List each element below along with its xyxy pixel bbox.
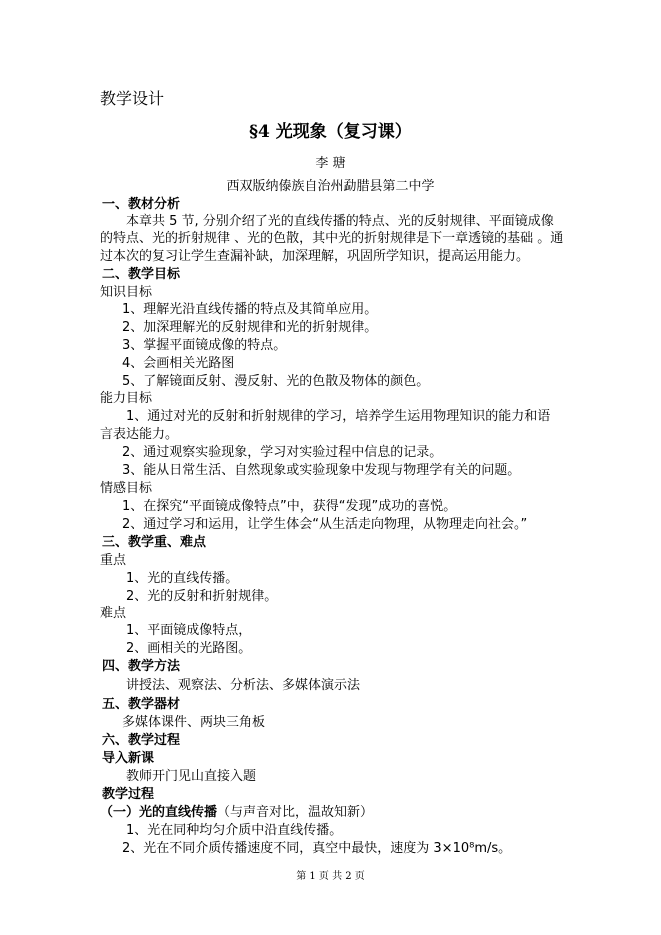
list-item: 4、会画相关光路图 — [122, 356, 235, 371]
list-item: 1、通过对光的反射和折射规律的学习，培养学生运用物理知识的能力和语 — [126, 409, 551, 424]
author-name: 李 瑭 — [315, 156, 346, 171]
list-item: 2、光的反射和折射规律。 — [126, 589, 278, 604]
process-heading: 教学过程 — [102, 787, 155, 802]
intro-heading: 导入新课 — [102, 751, 155, 766]
school-name: 西双版纳傣族自治州勐腊县第二中学 — [226, 179, 435, 194]
ability-objectives-label: 能力目标 — [100, 391, 153, 406]
list-item: 3、能从日常生活、自然现象或实验现象中发现与物理学有关的问题。 — [122, 463, 521, 478]
section-heading-methods: 四、教学方法 — [102, 659, 181, 674]
subsection-title: （一）光的直线传播 — [100, 805, 218, 820]
list-item-continuation: 言表达能力。 — [100, 427, 179, 442]
page-footer: 第 1 页 共 2 页 — [296, 871, 365, 882]
subsection-note: （与声音对比，温故知新） — [217, 805, 374, 820]
list-item: 2、画相关的光路图。 — [126, 641, 252, 656]
intro-text: 教师开门见山直接入题 — [126, 769, 257, 784]
subsection-heading — [100, 804, 373, 821]
section-heading-objectives: 二、教学目标 — [102, 267, 181, 282]
list-item: 5、了解镜面反射、漫反射、光的色散及物体的颜色。 — [122, 374, 430, 389]
list-item: 1、平面镜成像特点， — [126, 623, 252, 638]
knowledge-objectives-label: 知识目标 — [100, 285, 153, 300]
list-item: 2、光在不同介质传播速度不同，真空中最快，速度为 3×10⁸m/s。 — [122, 841, 512, 856]
section-heading-equipment: 五、教学器材 — [102, 697, 181, 712]
section-heading-materials: 一、教材分析 — [102, 197, 181, 212]
paragraph-line: 本章共 5 节, 分别介绍了光的直线传播的特点、光的反射规律、平面镜成像 — [126, 214, 554, 229]
list-item: 2、加深理解光的反射规律和光的折射规律。 — [122, 320, 378, 335]
difficult-points-label: 难点 — [100, 606, 127, 621]
paragraph-line: 过本次的复习让学生查漏补缺，加深理解，巩固所学知识，提高运用能力。 — [100, 249, 530, 264]
list-item: 1、光在同种均匀介质中沿直线传播。 — [126, 823, 343, 838]
section-heading-key-points: 三、教学重、难点 — [102, 535, 207, 550]
doc-type-label: 教学设计 — [100, 89, 165, 108]
list-item: 2、通过学习和运用，让学生体会“从生活走向物理，从物理走向社会。” — [122, 517, 528, 532]
list-item: 1、理解光沿直线传播的特点及其简单应用。 — [122, 302, 378, 317]
document-title: §4 光现象（复习课） — [249, 122, 412, 142]
list-item: 1、光的直线传播。 — [126, 571, 239, 586]
list-item: 3、掌握平面镜成像的特点。 — [122, 338, 287, 353]
list-item: 1、在探究“平面镜成像特点”中，获得“发现”成功的喜悦。 — [122, 499, 457, 514]
paragraph-line: 的特点、光的折射规律 、光的色散，其中光的折射规律是下一章透镜的基础 。通 — [100, 231, 564, 246]
emotion-objectives-label: 情感目标 — [100, 481, 153, 496]
section-heading-process: 六、教学过程 — [102, 733, 181, 748]
list-item: 2、通过观察实验现象，学习对实验过程中信息的记录。 — [122, 445, 443, 460]
methods-text: 讲授法、观察法、分析法、多媒体演示法 — [126, 678, 361, 693]
key-points-label: 重点 — [100, 553, 127, 568]
equipment-text: 多媒体课件、两块三角板 — [122, 715, 266, 730]
